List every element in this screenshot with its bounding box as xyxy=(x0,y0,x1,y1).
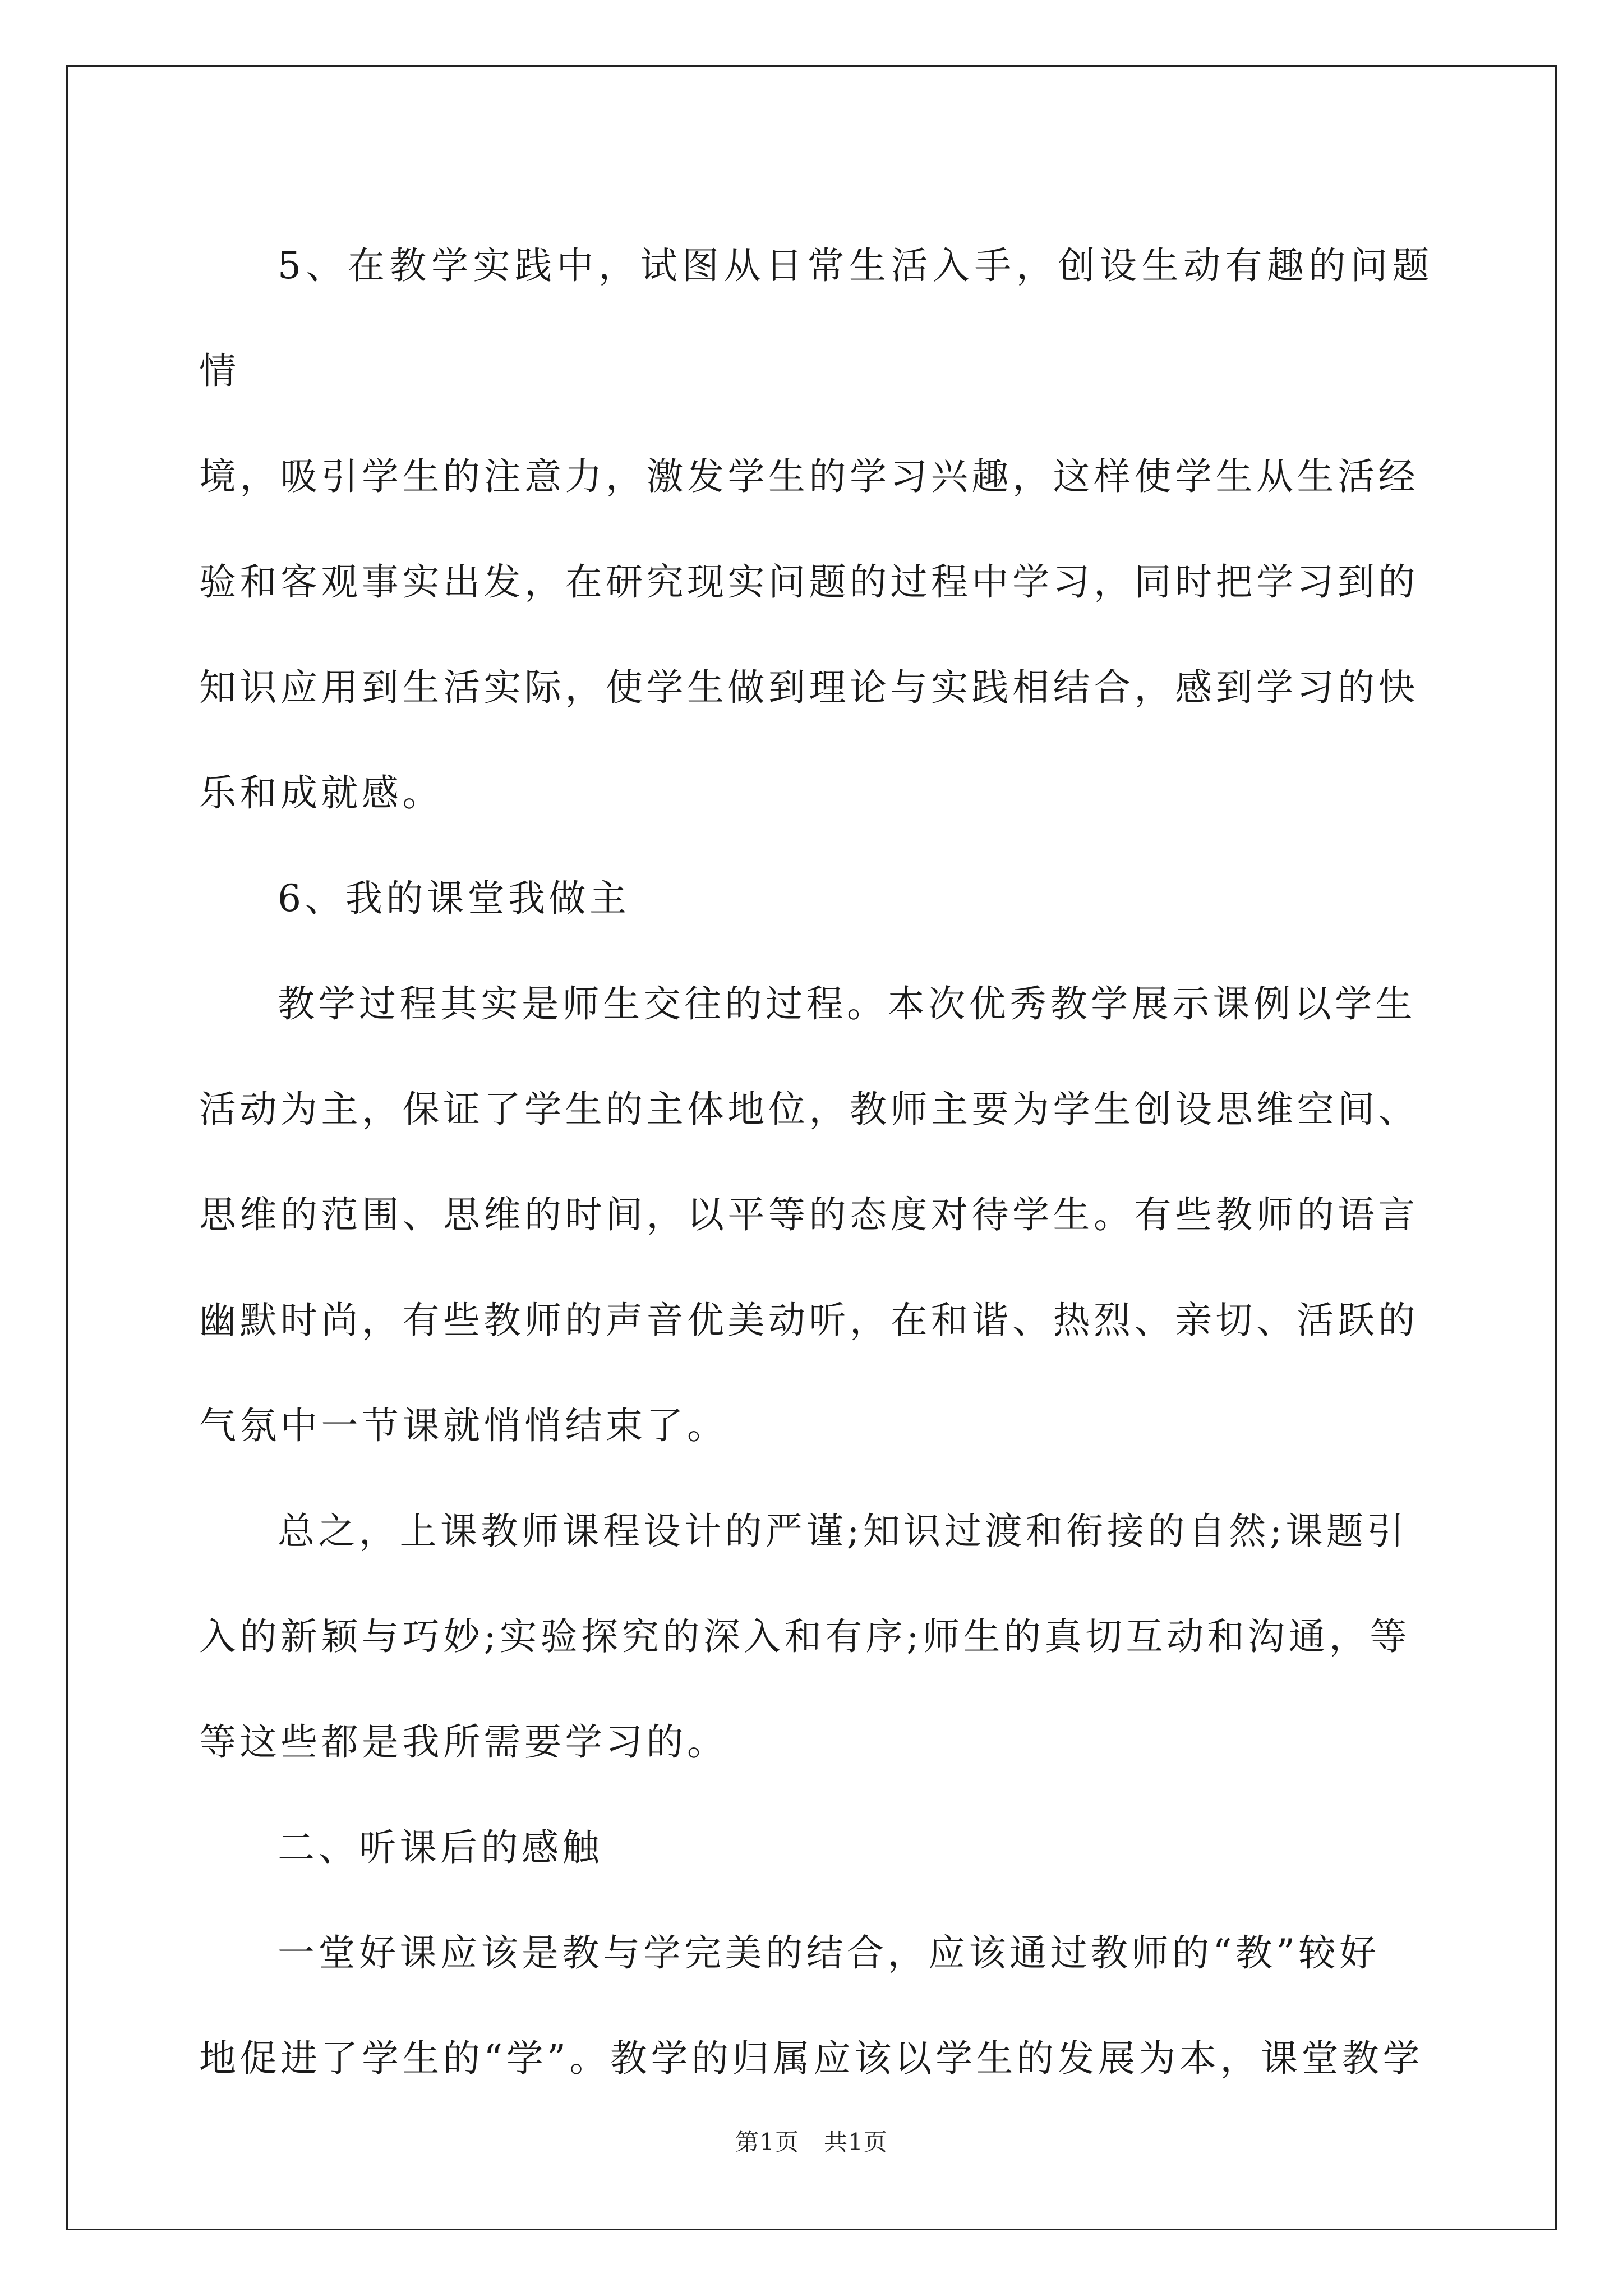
text-line: 教学过程其实是师生交往的过程。本次优秀教学展示课例以学生 xyxy=(278,982,1416,1025)
text-line: 入的新颖与巧妙;实验探究的深入和有序;师生的真切互动和沟通，等 xyxy=(199,1615,1410,1658)
page-total: 共1页 xyxy=(824,2128,888,2156)
text-line: 总之，上课教师课程设计的严谨;知识过渡和衔接的自然;课题引 xyxy=(278,1510,1408,1553)
text-line: 活动为主，保证了学生的主体地位，教师主要为学生创设思维空间、 xyxy=(199,1088,1419,1131)
text-line: 6、我的课堂我做主 xyxy=(278,877,630,920)
text-line: 5、在教学实践中，试图从日常生活入手，创设生动有趣的问题情 xyxy=(199,244,1433,393)
text-line: 气氛中一节课就悄悄结束了。 xyxy=(199,1404,728,1447)
text-line: 验和客观事实出发，在研究现实问题的过程中学习，同时把学习到的 xyxy=(199,560,1419,604)
paragraph-5-teaching-practice xyxy=(199,213,1433,846)
text-line: 一堂好课应该是教与学完美的结合，应该通过教师的“教”较好 xyxy=(278,1931,1380,1975)
text-line: 知识应用到生活实际，使学生做到理论与实践相结合，感到学习的快 xyxy=(199,666,1419,709)
document-body xyxy=(199,213,1433,2111)
text-line: 等这些都是我所需要学习的。 xyxy=(199,1720,728,1764)
text-line: 思维的范围、思维的时间，以平等的态度对待学生。有些教师的语言 xyxy=(199,1193,1419,1236)
text-line: 乐和成就感。 xyxy=(199,771,443,815)
text-line: 地促进了学生的“学”。教学的归属应该以学生的发展为本，课堂教学 xyxy=(199,2037,1423,2080)
paragraph-teaching-process xyxy=(199,951,1433,1479)
page-footer xyxy=(0,2124,1623,2157)
paragraph-summary xyxy=(199,1479,1433,1795)
heading-section-two xyxy=(199,1795,1433,1901)
text-line: 二、听课后的感触 xyxy=(278,1826,603,1869)
text-line: 境，吸引学生的注意力，激发学生的学习兴趣，这样使学生从生活经 xyxy=(199,455,1419,498)
heading-6-my-classroom xyxy=(199,846,1433,951)
text-line: 幽默时尚，有些教师的声音优美动听，在和谐、热烈、亲切、活跃的 xyxy=(199,1299,1419,1342)
paragraph-good-lesson xyxy=(199,1901,1433,2111)
page-number: 第1页 xyxy=(735,2128,799,2156)
